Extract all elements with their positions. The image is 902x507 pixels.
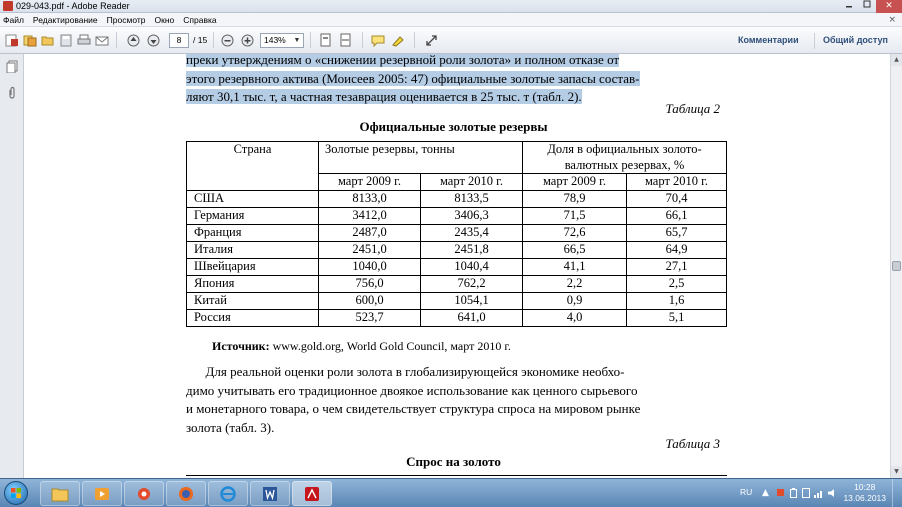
cell-value: 2487,0 — [319, 225, 421, 242]
table-3-label: Таблица 3 — [665, 436, 720, 451]
plus-circle-icon — [241, 34, 254, 47]
windows-logo-icon — [5, 482, 27, 504]
cell-value: 756,0 — [319, 276, 421, 293]
subheader-col: март 2009 г. — [523, 174, 627, 191]
subheader-col: март 2010 г. — [627, 174, 727, 191]
menu-edit[interactable]: Редактирование — [32, 14, 98, 25]
cell-value: 78,9 — [523, 191, 627, 208]
cell-value: 600,0 — [319, 293, 421, 310]
minimize-button[interactable] — [840, 0, 858, 13]
menu-file[interactable]: Файл — [3, 14, 24, 25]
subheader-col: март 2010 г. — [421, 174, 523, 191]
share-panel-link[interactable]: Общий доступ — [823, 35, 888, 45]
cell-value: 2451,8 — [421, 242, 523, 259]
table-row — [187, 242, 727, 259]
comment-bubble-icon — [371, 34, 385, 47]
cell-country: Швейцария — [187, 259, 319, 276]
attachments-button[interactable] — [5, 86, 19, 100]
cell-value: 8133,5 — [421, 191, 523, 208]
window-title: 029-043.pdf - Adobe Reader — [16, 1, 130, 11]
menu-bar — [0, 13, 902, 27]
highlighted-text: этого резервного актива (Моисеев 2005: 47) официальные золотые запасы состав- — [186, 70, 640, 86]
highlighted-text: ляют 30,1 тыс. т, а частная тезаврация оценивается в 25 тыс. т (табл. 2). — [186, 89, 582, 104]
title-bar — [0, 0, 902, 13]
cell-value: 641,0 — [421, 310, 523, 327]
adobe-reader-icon — [3, 1, 13, 11]
clock[interactable] — [843, 482, 886, 504]
cell-country: Китай — [187, 293, 319, 310]
cell-value: 5,1 — [627, 310, 727, 327]
cell-value: 1040,0 — [319, 259, 421, 276]
paragraph-reserves — [186, 54, 721, 107]
menu-view[interactable]: Просмотр — [106, 14, 146, 25]
print-icon — [77, 34, 91, 47]
fit-width-icon — [339, 33, 352, 47]
cell-value: 2451,0 — [319, 242, 421, 259]
page-number-input[interactable]: 8 — [169, 33, 189, 48]
source-label: Источник: — [212, 339, 270, 353]
table-row — [187, 191, 727, 208]
menu-window[interactable]: Окно — [154, 14, 175, 25]
speaker-glyph — [828, 488, 838, 498]
fit-width-button[interactable] — [338, 33, 353, 47]
app-icon — [135, 486, 153, 502]
cell-country: Германия — [187, 208, 319, 225]
toolbar — [0, 27, 902, 54]
email-button[interactable] — [94, 33, 109, 47]
cell-value: 71,5 — [523, 208, 627, 225]
media-player-icon — [93, 486, 111, 502]
folder-icon — [51, 486, 69, 502]
cell-value: 66,5 — [523, 242, 627, 259]
table-row — [187, 310, 727, 327]
highlighted-text: преки утверждениям о «снижении резервной роли золота» и полном отказе от — [186, 54, 620, 67]
scroll-thumb[interactable] — [892, 261, 901, 271]
page-total: / 15 — [193, 35, 208, 45]
window-controls — [840, 0, 902, 13]
arrow-down-circle-icon — [147, 34, 160, 47]
internet-explorer-icon — [219, 486, 237, 502]
cell-country: США — [187, 191, 319, 208]
toolbar-separator — [362, 32, 363, 48]
taskbar-adobe-reader[interactable] — [292, 481, 332, 506]
zoom-level-value: 143% — [264, 35, 286, 45]
cell-value: 41,1 — [523, 259, 627, 276]
expand-arrows-icon — [425, 34, 438, 47]
toolbar-separator — [414, 32, 415, 48]
cell-value: 523,7 — [319, 310, 421, 327]
text-line: золота (табл. 3). — [186, 419, 275, 435]
tray-app-glyph — [776, 488, 785, 497]
device-glyph — [802, 488, 810, 498]
previous-page-button[interactable] — [126, 33, 141, 47]
cell-value: 762,2 — [421, 276, 523, 293]
zoom-out-button[interactable] — [220, 33, 235, 47]
taskbar-explorer[interactable] — [40, 481, 80, 506]
folder-open-icon — [41, 34, 55, 47]
header-share — [523, 142, 727, 174]
text-line: Для реальной оценки роли золота в глобализирующейся экономике необхо- — [186, 364, 625, 379]
language-indicator[interactable]: RU — [740, 487, 753, 497]
scroll-up-arrow[interactable]: ▲ — [891, 54, 902, 66]
header-country: Страна — [187, 142, 319, 191]
cell-value: 2,5 — [627, 276, 727, 293]
scroll-down-arrow[interactable]: ▼ — [891, 466, 902, 478]
cell-value: 2,2 — [523, 276, 627, 293]
print-button[interactable] — [76, 33, 91, 47]
next-page-button[interactable] — [146, 33, 161, 47]
arrow-up-circle-icon — [127, 34, 140, 47]
comment-button[interactable] — [370, 33, 385, 47]
table-3-top-border — [186, 475, 727, 476]
word-icon — [261, 486, 279, 502]
zoom-in-button[interactable] — [240, 33, 255, 47]
document-close-icon[interactable]: × — [888, 15, 896, 25]
combine-button[interactable] — [22, 33, 37, 47]
taskbar-word[interactable] — [250, 481, 290, 506]
adobe-reader-taskbar-icon — [303, 486, 321, 502]
menu-help[interactable]: Справка — [183, 14, 217, 25]
cell-value: 0,9 — [523, 293, 627, 310]
text-line — [186, 54, 721, 70]
table-row — [187, 293, 727, 310]
header-reserves: Золотые резервы, тонны — [319, 142, 523, 174]
gold-reserves-table — [186, 141, 727, 327]
open-button[interactable] — [40, 33, 55, 47]
source-text: www.gold.org, World Gold Council, март 2010 г. — [269, 339, 511, 353]
battery-icon[interactable] — [790, 488, 797, 501]
close-button[interactable] — [876, 0, 902, 13]
cell-value: 4,0 — [523, 310, 627, 327]
highlighter-icon — [391, 34, 405, 47]
maximize-icon — [863, 0, 871, 8]
cell-value: 72,6 — [523, 225, 627, 242]
expand-button[interactable] — [424, 33, 439, 47]
table-3-title: Спрос на золото — [406, 454, 501, 469]
taskbar-internet-explorer[interactable] — [208, 481, 248, 506]
table-row — [187, 225, 727, 242]
taskbar-app[interactable] — [124, 481, 164, 506]
toolbar-separator — [116, 32, 117, 48]
tray-expand-icon[interactable]: ▲ — [762, 488, 769, 498]
navigation-pane — [0, 54, 24, 478]
text-line: димо учитывать его традиционное двоякое использование как ценного сырьевого — [186, 382, 638, 398]
page-thumbnails-button[interactable] — [5, 60, 19, 74]
pdf-page — [24, 54, 890, 478]
text-line — [186, 70, 721, 89]
cell-value: 1040,4 — [421, 259, 523, 276]
minimize-icon — [845, 0, 853, 8]
maximize-button[interactable] — [858, 0, 876, 13]
cell-value: 3406,3 — [421, 208, 523, 225]
cell-value: 1054,1 — [421, 293, 523, 310]
toolbar-separator — [213, 32, 214, 48]
clock-time: 10:28 — [854, 482, 876, 492]
firefox-icon — [177, 486, 195, 502]
combine-icon — [23, 34, 37, 47]
subheader-col: март 2009 г. — [319, 174, 421, 191]
cell-value: 27,1 — [627, 259, 727, 276]
pages-icon — [6, 60, 18, 73]
tray-app-icon[interactable] — [776, 488, 785, 500]
start-button[interactable] — [4, 481, 28, 505]
vertical-scrollbar[interactable] — [890, 54, 902, 478]
volume-icon[interactable] — [828, 488, 838, 501]
text-line — [186, 88, 721, 107]
highlight-button[interactable] — [390, 33, 405, 47]
toolbar-separator — [814, 33, 815, 49]
cell-country: Франция — [187, 225, 319, 242]
network-icon[interactable] — [814, 488, 824, 501]
fit-page-button[interactable] — [318, 33, 333, 47]
comments-panel-link[interactable]: Комментарии — [738, 35, 799, 45]
close-icon: ✕ — [885, 1, 893, 11]
text-line: и монетарного товара, о чем свидетельствует структура спроса на мировом рынке — [186, 401, 641, 416]
cell-value: 2435,4 — [421, 225, 523, 242]
table-header-row — [187, 142, 727, 174]
cell-value: 66,1 — [627, 208, 727, 225]
cell-country: Италия — [187, 242, 319, 259]
cell-value: 70,4 — [627, 191, 727, 208]
table-2-title: Официальные золотые резервы — [359, 119, 548, 134]
fit-page-icon — [319, 33, 332, 47]
taskbar-media-player[interactable] — [82, 481, 122, 506]
cell-value: 8133,0 — [319, 191, 421, 208]
create-pdf-icon — [5, 34, 19, 47]
envelope-icon — [95, 34, 109, 47]
header-share-line2: валютных резервах, % — [564, 157, 685, 172]
clock-date: 13.06.2013 — [843, 493, 886, 503]
device-icon[interactable] — [802, 488, 810, 501]
network-glyph — [814, 488, 824, 498]
create-pdf-button[interactable] — [4, 33, 19, 47]
paperclip-icon — [6, 86, 18, 100]
save-icon — [59, 34, 73, 47]
document-viewer[interactable] — [24, 54, 890, 478]
save-button[interactable] — [58, 33, 73, 47]
cell-value: 65,7 — [627, 225, 727, 242]
show-desktop-button[interactable] — [892, 479, 902, 507]
system-tray — [732, 479, 902, 507]
battery-glyph — [790, 488, 797, 498]
paragraph-gold-demand — [186, 363, 721, 437]
table-row — [187, 276, 727, 293]
table-2-label: Таблица 2 — [665, 101, 720, 116]
cell-country: Япония — [187, 276, 319, 293]
cell-value: 1,6 — [627, 293, 727, 310]
cell-value: 64,9 — [627, 242, 727, 259]
toolbar-separator — [310, 32, 311, 48]
cell-value: 3412,0 — [319, 208, 421, 225]
table-row — [187, 208, 727, 225]
minus-circle-icon — [221, 34, 234, 47]
header-share-line1: Доля в официальных золото- — [547, 142, 702, 156]
cell-country: Россия — [187, 310, 319, 327]
taskbar-firefox[interactable] — [166, 481, 206, 506]
chevron-down-icon: ▼ — [293, 37, 301, 44]
windows-taskbar — [0, 478, 902, 507]
zoom-level-select[interactable] — [260, 33, 304, 48]
table-row — [187, 259, 727, 276]
table-source — [212, 338, 511, 354]
